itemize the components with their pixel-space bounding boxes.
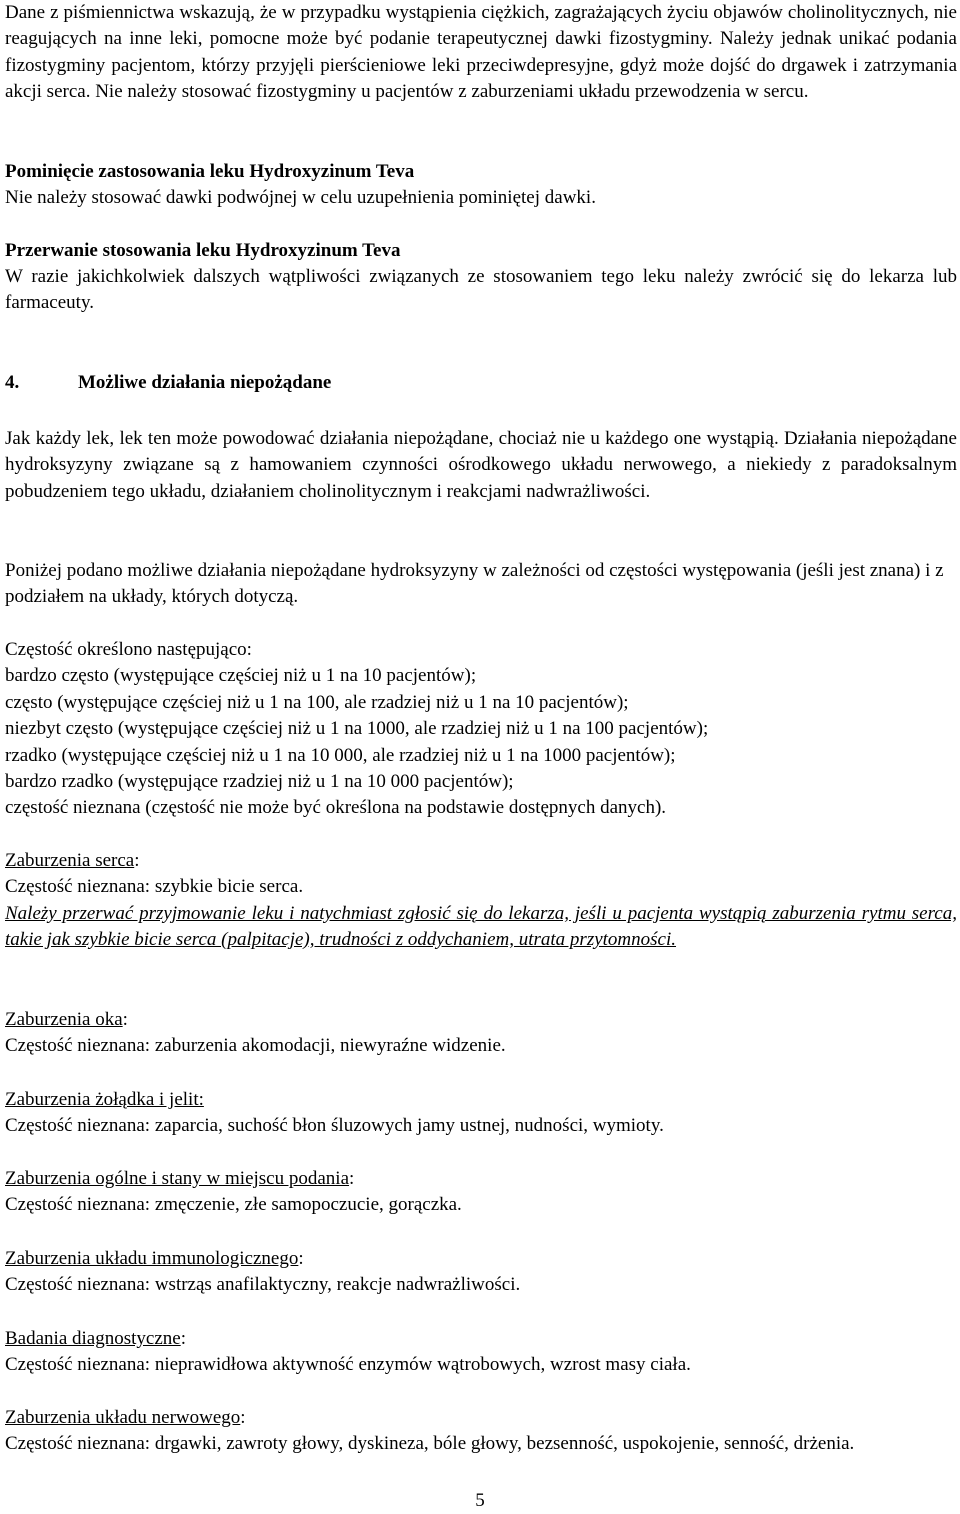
missed-dose-text: Nie należy stosować dawki podwójnej w celu uzupełnienia pominiętej dawki.	[5, 187, 596, 208]
frequency-intro: Częstość określono następująco:	[5, 639, 252, 660]
category-text: Częstość nieznana: zmęczenie, złe samopoczucie, gorączka.	[5, 1194, 462, 1216]
frequency-item: częstość nieznana (częstość nie może być określona na podstawie dostępnych danych).	[5, 797, 667, 819]
category-nervous: Zaburzenia układu nerwowego: Częstość nieznana: drgawki, zawroty głowy, dyskineza, bóle głowy, bezsenność, uspokojenie, senność, drżenia.	[5, 1405, 957, 1458]
side-effects-listing-note: Poniżej podano możliwe działania niepożądane hydroksyzyny w zależności od częstości występowania (jeśli jest znana) i z podziałem na układy, których dotyczą.	[5, 560, 944, 608]
missed-dose-heading: Pominięcie zastosowania leku Hydroxyzinum Teva	[5, 161, 415, 182]
stopping-heading: Przerwanie stosowania leku Hydroxyzinum Teva	[5, 240, 401, 261]
section-title: Możliwe działania niepożądane	[78, 372, 332, 393]
section-4-heading	[5, 370, 331, 396]
page-number: 5	[475, 1490, 485, 1511]
category-title: Zaburzenia ogólne i stany w miejscu podania	[5, 1168, 350, 1189]
side-effects-intro: Jak każdy lek, lek ten może powodować działania niepożądane, chociaż nie u każdego one wystąpią. Działania niepożądane hydroksyzyny związane są z hamowaniem czynności ośrodkowego układu nerwowego, a niekiedy z paradoksalnym pobudzeniem tego układu, działaniem cholinolitycznym i reakcjami nadwrażliwości.	[5, 428, 957, 502]
frequency-item: niezbyt często (występujące częściej niż u 1 na 1000, ale rzadziej niż u 1 na 100 pacjentów);	[5, 718, 709, 740]
category-title: Badania diagnostyczne	[5, 1328, 181, 1349]
category-title: Zaburzenia żołądka i jelit:	[5, 1089, 204, 1110]
category-investigations: Badania diagnostyczne: Częstość nieznana: nieprawidłowa aktywność enzymów wątrobowych, wzrost masy ciała.	[5, 1326, 691, 1379]
section-number: 4.	[5, 372, 20, 393]
category-text: Częstość nieznana: zaburzenia akomodacji, niewyraźne widzenie.	[5, 1035, 506, 1057]
frequency-item: często (występujące częściej niż u 1 na 100, ale rzadziej niż u 1 na 10 pacjentów);	[5, 691, 629, 713]
category-text: Częstość nieznana: zaparcia, suchość błon śluzowych jamy ustnej, nudności, wymioty.	[5, 1115, 664, 1137]
frequency-item: rzadko (występujące częściej niż u 1 na 10 000, ale rzadziej niż u 1 na 1000 pacjentów);	[5, 744, 676, 766]
stopping-text: W razie jakichkolwiek dalszych wątpliwości związanych ze stosowaniem tego leku należy zwrócić się do lekarza lub farmaceuty.	[5, 266, 957, 314]
frequency-item: bardzo często (występujące częściej niż u 1 na 10 pacjentów);	[5, 665, 477, 687]
category-text: Częstość nieznana: drgawki, zawroty głowy, dyskineza, bóle głowy, bezsenność, uspokojenie, senność, drżenia.	[5, 1433, 855, 1455]
category-text: Częstość nieznana: szybkie bicie serca.	[5, 876, 304, 898]
category-title: Zaburzenia oka	[5, 1009, 123, 1030]
frequency-item: bardzo rzadko (występujące rzadziej niż u 1 na 10 000 pacjentów);	[5, 771, 514, 793]
category-eye: Zaburzenia oka: Częstość nieznana: zaburzenia akomodacji, niewyraźne widzenie.	[5, 1007, 506, 1060]
category-title: Zaburzenia serca	[5, 850, 135, 871]
category-immune: Zaburzenia układu immunologicznego: Częstość nieznana: wstrząs anafilaktyczny, reakcje nadwrażliwości.	[5, 1246, 520, 1299]
category-gastrointestinal	[5, 1087, 664, 1140]
category-text: Częstość nieznana: wstrząs anafilaktyczny, reakcje nadwrażliwości.	[5, 1274, 521, 1296]
frequency-definitions	[5, 637, 708, 822]
category-title: Zaburzenia układu nerwowego	[5, 1407, 241, 1428]
category-general: Zaburzenia ogólne i stany w miejscu podania: Częstość nieznana: zmęczenie, złe samopoczucie, gorączka.	[5, 1166, 462, 1219]
category-heart: Zaburzenia serca: Częstość nieznana: szybkie bicie serca. Należy przerwać przyjmowanie leku i natychmiast zgłosić się do lekarza, jeśli u pacjenta wystąpią zaburzenia rytmu serca, takie jak szybkie bicie serca (palpitacje), trudności z oddychaniem, utrata przytomności.	[5, 848, 957, 954]
category-text: Częstość nieznana: nieprawidłowa aktywność enzymów wątrobowych, wzrost masy ciała.	[5, 1354, 691, 1376]
heart-warning: Należy przerwać przyjmowanie leku i natychmiast zgłosić się do lekarza, jeśli u pacjenta wystąpią zaburzenia rytmu serca, takie jak szybkie bicie serca (palpitacje), trudności z oddychaniem, utrata przytomności.	[5, 902, 957, 951]
overdose-paragraph: Dane z piśmiennictwa wskazują, że w przypadku wystąpienia ciężkich, zagrażających życiu objawów cholinolitycznych, nie reagujących na inne leki, pomocne może być podanie terapeutycznej dawki fizostygminy. Należy jednak unikać podania fizostygminy pacjentom, którzy przyjęli pierścieniowe leki przeciwdepresyjne, gdyż może dojść do drgawek i zatrzymania akcji serca. Nie należy stosować fizostygminy u pacjentów z zaburzeniami układu przewodzenia w sercu.	[5, 2, 957, 103]
category-title: Zaburzenia układu immunologicznego	[5, 1248, 299, 1269]
